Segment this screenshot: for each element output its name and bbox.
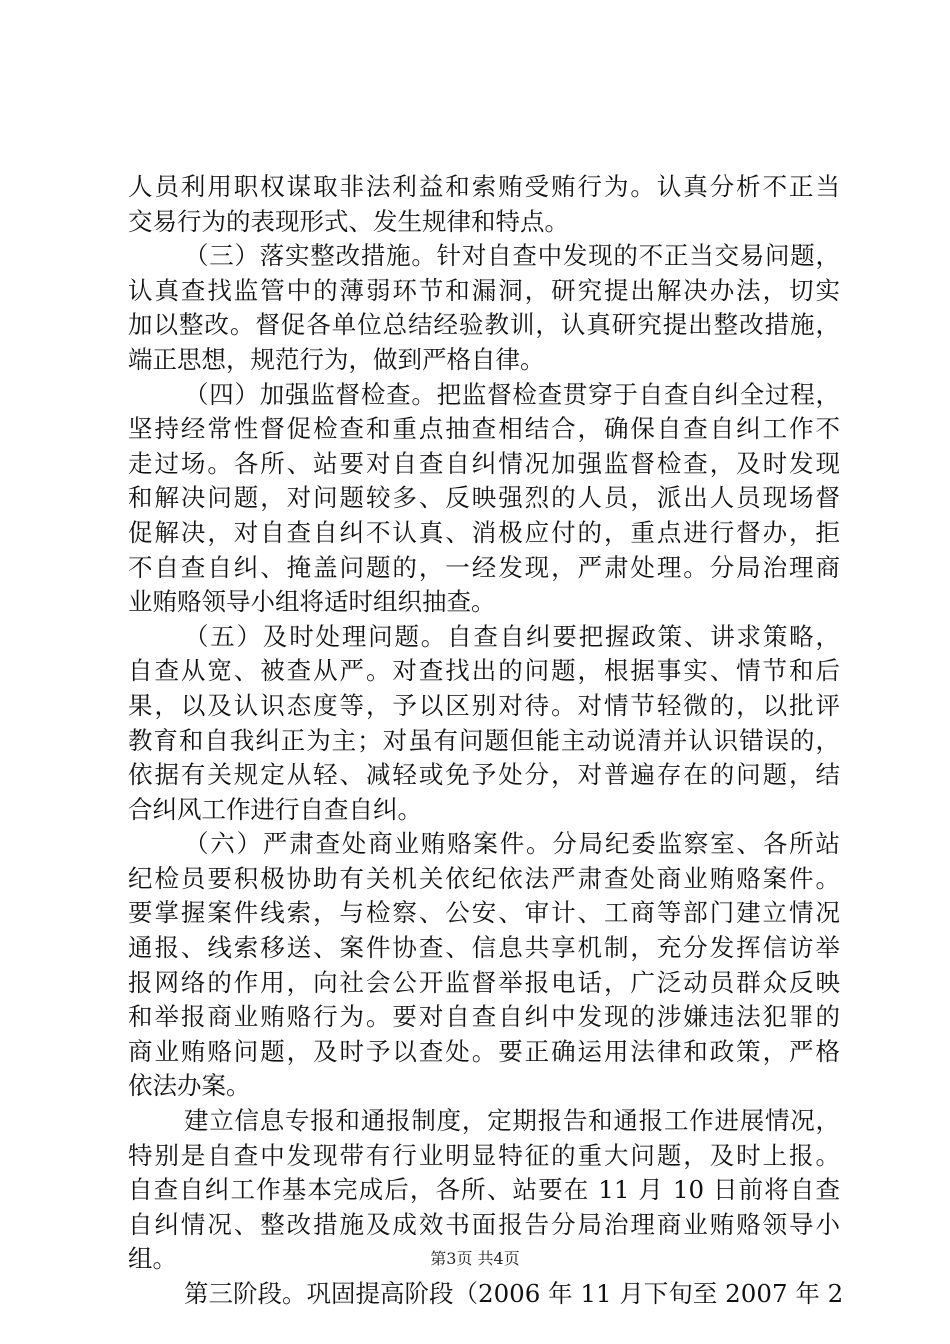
text-line: 加以整改。督促各单位总结经验教训，认真研究提出整改措施， — [128, 310, 840, 340]
text-line: 依法办案。 — [128, 1071, 251, 1101]
text-line: （四）加强监督检查。把监督检查贯穿于自查自纠全过程， — [184, 379, 840, 409]
text-line: 依据有关规定从轻、减轻或免予处分，对普遍存在的问题，结 — [128, 760, 840, 790]
text-line: 组。 — [128, 1244, 177, 1274]
text-line: 促解决，对自查自纠不认真、消极应付的，重点进行督办，拒 — [128, 517, 840, 547]
page-footer: 第3页 共4页 — [430, 1249, 520, 1268]
text-line: 端正思想，规范行为，做到严格自律。 — [128, 344, 545, 374]
text-line: 通报、线索移送、案件协查、信息共享机制，充分发挥信访举 — [128, 933, 840, 963]
text-line: 自查从宽、被查从严。对查找出的问题，根据事实、情节和后 — [128, 656, 840, 686]
text-line: 自查自纠工作基本完成后，各所、站要在 11 月 10 日前将自查 — [128, 1175, 840, 1205]
text-line: 和举报商业贿赂行为。要对自查自纠中发现的涉嫌违法犯罪的 — [128, 1002, 840, 1032]
text-line: 特别是自查中发现带有行业明显特征的重大问题，及时上报。 — [128, 1140, 840, 1170]
text-line: （六）严肃查处商业贿赂案件。分局纪委监察室、各所站 — [184, 829, 840, 859]
text-line: 人员利用职权谋取非法利益和索贿受贿行为。认真分析不正当 — [128, 172, 840, 201]
document-body — [128, 170, 844, 1312]
text-line: 交易行为的表现形式、发生规律和特点。 — [128, 206, 569, 236]
text-line: 果，以及认识态度等，予以区别对待。对情节轻微的，以批评 — [128, 690, 840, 720]
text-line: 走过场。各所、站要对自查自纠情况加强监督检查，及时发现 — [128, 448, 840, 478]
text-line: 纪检员要积极协助有关机关依纪依法严肃查处商业贿赂案件。 — [128, 863, 840, 893]
text-line: 不自查自纠、掩盖问题的，一经发现，严肃处理。分局治理商 — [128, 552, 840, 582]
text-line: 坚持经常性督促检查和重点抽查相结合，确保自查自纠工作不 — [128, 414, 840, 444]
text-line: 认真查找监管中的薄弱环节和漏洞，研究提出解决办法，切实 — [128, 275, 840, 305]
text-line: 自纠情况、整改措施及成效书面报告分局治理商业贿赂领导小 — [128, 1209, 840, 1239]
text-line: （三）落实整改措施。针对自查中发现的不正当交易问题， — [184, 241, 840, 271]
text-line: 商业贿赂问题，及时予以查处。要正确运用法律和政策，严格 — [128, 1036, 840, 1066]
text-line: 建立信息专报和通报制度，定期报告和通报工作进展情况， — [184, 1106, 840, 1136]
text-line: 教育和自我纠正为主；对虽有问题但能主动说清并认识错误的， — [128, 725, 840, 755]
text-line: 要掌握案件线索，与检察、公安、审计、工商等部门建立情况 — [128, 898, 840, 928]
text-line: 第三阶段。巩固提高阶段（2006 年 11 月下旬至 2007 年 2 — [184, 1279, 844, 1308]
text-line: 和解决问题，对问题较多、反映强烈的人员，派出人员现场督 — [128, 483, 840, 513]
text-line: （五）及时处理问题。自查自纠要把握政策、讲求策略， — [184, 621, 840, 651]
text-line: 报网络的作用，向社会公开监督举报电话，广泛动员群众反映 — [128, 967, 840, 997]
text-line: 业贿赂领导小组将适时组织抽查。 — [128, 587, 496, 617]
text-line: 合纠风工作进行自查自纠。 — [128, 794, 422, 824]
